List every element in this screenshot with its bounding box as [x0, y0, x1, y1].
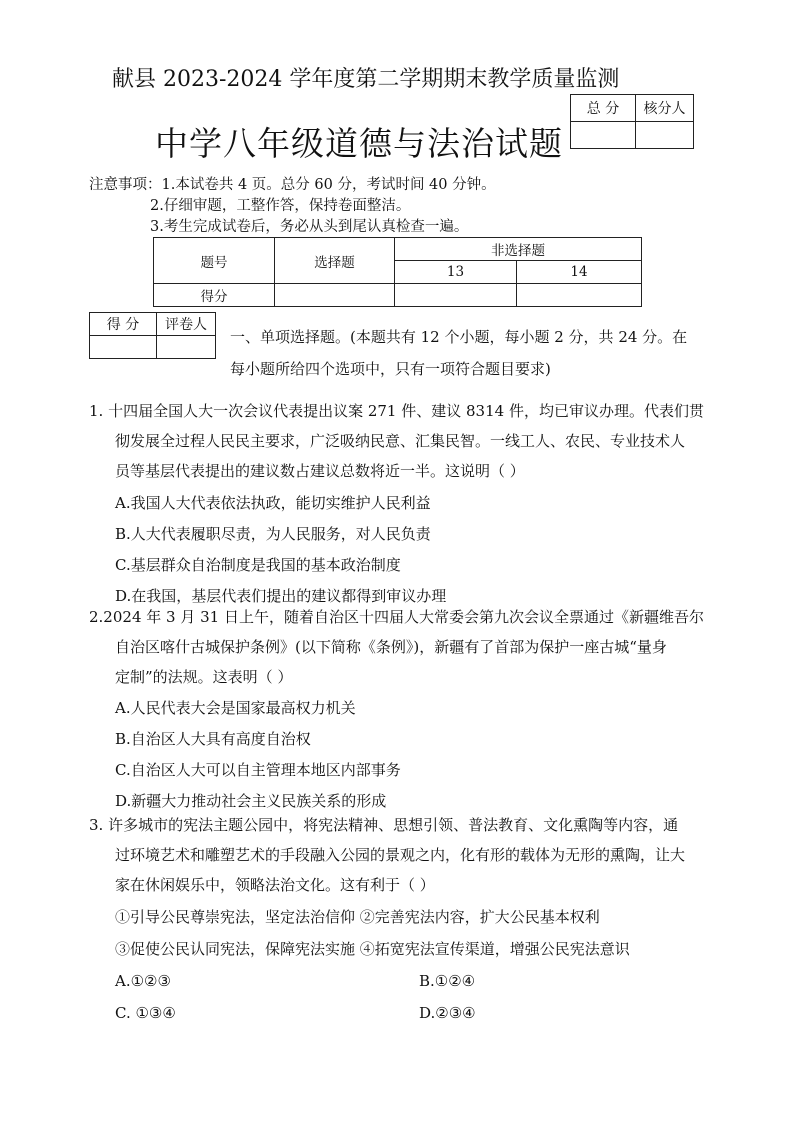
q3-statement-2: ③促使公民认同宪法，保障宪法实施 ④拓宽宪法宣传渠道，增强公民宪法意识 [115, 940, 630, 958]
q2-stem-line3: 定制”的法规。这表明（ ） [115, 668, 293, 686]
grid-label-choice: 选择题 [275, 238, 395, 284]
total-score-cell [571, 122, 636, 149]
section-heading-line1: 一、单项选择题。(本题共有 12 个小题，每小题 2 分，共 24 分。在 [230, 328, 688, 346]
q1-stem-line2: 彻发展全过程人民民主要求，广泛吸纳民意、汇集民智。一线工人、农民、专业技术人 [115, 432, 686, 450]
question-3 [89, 810, 709, 1028]
exam-title-line2: 中学八年级道德与法治试题 [155, 124, 563, 163]
section-heading [230, 325, 710, 381]
q3-stem-line2: 过环境艺术和雕塑艺术的手段融入公园的景观之内，化有形的载体为无形的熏陶，让大 [115, 846, 686, 864]
exam-title-line1: 献县 2023-2024 学年度第二学期期末教学质量监测 [112, 67, 620, 92]
q2-option-d: D.新疆大力推动社会主义民族关系的形成 [115, 792, 387, 810]
checker-label: 核分人 [636, 95, 694, 122]
grid-label-nonchoice: 非选择题 [395, 238, 642, 261]
notes-item-1: 1.本试卷共 4 页。总分 60 分，考试时间 40 分钟。 [161, 177, 496, 193]
grader-score-label: 得 分 [90, 313, 157, 336]
q1-option-d: D.在我国，基层代表们提出的建议都得到审议办理 [115, 587, 447, 605]
q3-option-a: A.①②③ [115, 972, 171, 990]
q2-option-c: C.自治区人大可以自主管理本地区内部事务 [115, 761, 401, 779]
grid-score-q13 [395, 284, 517, 307]
q1-stem-line3: 员等基层代表提出的建议数占建议总数将近一半。这说明（ ） [115, 462, 525, 480]
grid-label-qnum: 题号 [154, 238, 275, 284]
q3-options-row1 [89, 966, 709, 996]
grid-score-q14 [517, 284, 642, 307]
q2-stem-line1: 2.2024 年 3 月 31 日上午，随着自治区十四届人大常委会第九次会议全票通过《新疆维吾尔 [89, 608, 704, 626]
q3-option-c: C. ①③④ [115, 1004, 176, 1022]
grader-reviewer-label: 评卷人 [157, 313, 216, 336]
q3-option-b: B.①②④ [419, 972, 476, 990]
score-grid [153, 237, 642, 307]
q2-option-a: A.人民代表大会是国家最高权力机关 [115, 699, 356, 717]
q1-option-a: A.我国人大代表依法执政，能切实维护人民利益 [115, 494, 431, 512]
total-score-box [570, 94, 694, 149]
question-2 [89, 602, 709, 816]
grid-label-score: 得分 [154, 284, 275, 307]
grid-label-q14: 14 [517, 261, 642, 284]
notes-line1 [89, 175, 496, 196]
grader-reviewer-cell [157, 336, 216, 359]
q1-option-b: B.人大代表履职尽责，为人民服务，对人民负责 [115, 525, 431, 543]
q3-stem-line1: 3. 许多城市的宪法主题公园中，将宪法精神、思想引领、普法教育、文化熏陶等内容，通 [89, 816, 679, 834]
q2-stem-line2: 自治区喀什古城保护条例》(以下简称《条例》)，新疆有了首部为保护一座古城“量身 [115, 638, 667, 656]
grid-label-q13: 13 [395, 261, 517, 284]
q3-option-d: D.②③④ [419, 1004, 476, 1022]
section-grader-box [89, 312, 216, 359]
question-1 [89, 396, 709, 611]
q3-statement-1: ①引导公民尊崇宪法，坚定法治信仰 ②完善宪法内容，扩大公民基本权利 [115, 908, 600, 926]
notes-lead: 注意事项： [89, 177, 162, 193]
q1-stem-line1: 1. 十四届全国人大一次会议代表提出议案 271 件、建议 8314 件，均已审议办理。代表们贯 [89, 402, 704, 420]
total-score-label: 总 分 [571, 95, 636, 122]
q3-stem-line3: 家在休闲娱乐中，领略法治文化。这有利于（ ） [115, 876, 435, 894]
grader-score-cell [90, 336, 157, 359]
notes-item-3: 3.考生完成试卷后，务必从头到尾认真检查一遍。 [150, 219, 469, 235]
section-heading-line2: 每小题所给四个选项中，只有一项符合题目要求) [230, 360, 551, 378]
grid-score-choice [275, 284, 395, 307]
q3-options-row2 [89, 998, 709, 1028]
checker-cell [636, 122, 694, 149]
notes-item-2: 2.仔细审题，工整作答，保持卷面整洁。 [150, 198, 411, 214]
q1-option-c: C.基层群众自治制度是我国的基本政治制度 [115, 556, 401, 574]
q2-option-b: B.自治区人大具有高度自治权 [115, 730, 311, 748]
